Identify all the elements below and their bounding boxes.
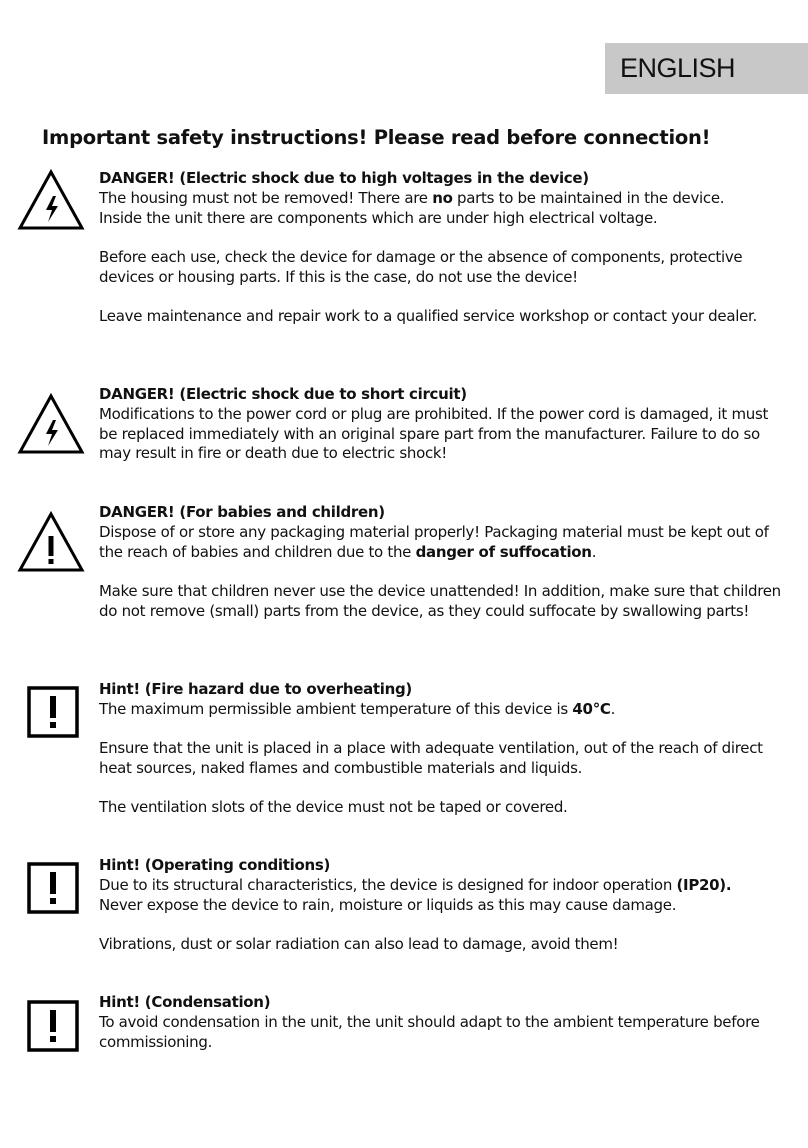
emphasis-text: danger of suffocation (415, 542, 592, 561)
paragraph-text: Dispose of or store any packaging material properly! Packaging material must be kept out of the reach of babies and children due to the (99, 522, 769, 561)
paragraph-text: The housing must not be removed! There are (99, 188, 433, 207)
emphasis-text: 40°C (572, 699, 611, 718)
page-title: Important safety instructions! Please read before connection! (42, 126, 711, 149)
language-tab: ENGLISH (605, 43, 808, 94)
exclamation-box-icon (27, 1000, 79, 1052)
paragraph-text: The maximum permissible ambient temperature of this device is (99, 699, 573, 718)
paragraph-text: Ensure that the unit is placed in a place with adequate ventilation, out of the reach of direct heat sources, naked flames and combustible materials and liquids. (99, 739, 763, 777)
paragraph-text: Modifications to the power cord or plug are prohibited. If the power cord is damaged, it must be replaced immediately with an original spare part from the manufacturer. Failure to do so may result in fire or death due to electric shock! (99, 404, 769, 463)
paragraph-text: Never expose the device to rain, moisture or liquids as this may cause damage. (99, 895, 677, 914)
electric-warning-icon (17, 168, 85, 232)
paragraph-text: Before each use, check the device for damage or the absence of components, protective devices or housing parts. If this is the case, do not use the device! (99, 247, 743, 286)
emphasis-text: (IP20). (676, 875, 732, 894)
paragraph-text: The ventilation slots of the device must not be taped or covered. (99, 798, 568, 817)
section-heading: Hint! (Condensation) (99, 993, 271, 1011)
paragraph-text: parts to be maintained in the device. (452, 188, 725, 207)
paragraph-text: To avoid condensation in the unit, the unit should adapt to the ambient temperature before commissioning. (99, 1012, 760, 1051)
exclamation-box-icon (27, 862, 79, 914)
electric-warning-icon (17, 392, 85, 456)
section-heading: DANGER! (Electric shock due to short circuit) (99, 385, 467, 403)
exclamation-box-icon (27, 686, 79, 738)
paragraph-text: Leave maintenance and repair work to a qualified service workshop or contact your dealer. (99, 307, 757, 326)
paragraph-text: Inside the unit there are components which are under high electrical voltage. (99, 208, 658, 227)
section-heading: DANGER! (Electric shock due to high voltages in the device) (99, 169, 589, 187)
general-warning-icon (17, 510, 85, 574)
paragraph-text: Make sure that children never use the device unattended! In addition, make sure that children do not remove (small) parts from the device, as they could suffocate by swallowing parts! (99, 581, 781, 620)
paragraph-text: . (591, 542, 597, 561)
section-heading: Hint! (Operating conditions) (99, 856, 331, 874)
section-heading: DANGER! (For babies and children) (99, 503, 385, 521)
paragraph-text: Vibrations, dust or solar radiation can also lead to damage, avoid them! (99, 934, 619, 953)
section-heading: Hint! (Fire hazard due to overheating) (99, 680, 412, 698)
emphasis-text: no (432, 188, 453, 207)
paragraph-text: . (610, 699, 616, 718)
paragraph-text: Due to its structural characteristics, the device is designed for indoor operation (99, 875, 677, 894)
